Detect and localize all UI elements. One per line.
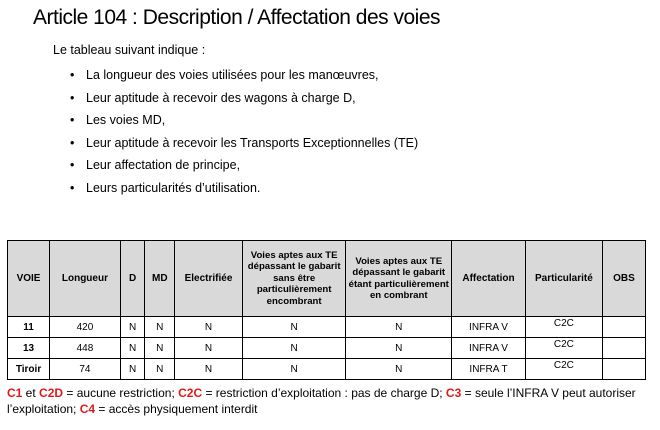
cell-electrifiee: N [175,359,243,380]
voies-table [7,240,646,380]
bullet-item [70,132,418,155]
code-c2c: C2C [178,386,203,400]
intro-text: Le tableau suivant indique : [53,43,206,57]
code-c3: C3 [445,386,462,400]
cell-md: N [145,338,175,359]
cell-affectation: INFRA V [452,317,526,338]
cell-affectation: INFRA V [452,338,526,359]
bullet-item [70,64,418,87]
cell-obs [602,359,645,380]
table-header-row [8,241,646,317]
cell-te-sans: N [242,338,346,359]
bullet-dot: • [70,180,75,195]
bullet-dot: • [70,158,75,173]
bullet-text: Leur aptitude à recevoir des wagons à charge D, [86,90,356,105]
cell-electrifiee: N [175,317,243,338]
cell-electrifiee: N [175,338,243,359]
cell-te-sans: N [242,359,346,380]
bullet-item [70,177,418,200]
cell-obs [602,317,645,338]
cell-affectation: INFRA T [452,359,526,380]
table-row [8,317,646,338]
header-obs: OBS [602,241,645,317]
cell-longueur: 74 [50,359,121,380]
bullet-dot: • [70,135,75,150]
legend-text: et [22,386,40,400]
cell-md: N [145,359,175,380]
header-te-encombrant: Voies aptes aux TE dépassant le gabarit étant particulièrement en combrant [346,241,452,317]
cell-obs [602,338,645,359]
cell-voie: Tiroir [8,359,50,380]
cell-particularite: C2C [525,317,602,338]
cell-voie: 11 [8,317,50,338]
cell-te-encombrant: N [346,338,452,359]
legend-text: = accès physiquement interdit [95,402,258,416]
cell-particularite: C2C [525,338,602,359]
header-particularite: Particularité [525,241,602,317]
cell-te-encombrant: N [346,359,452,380]
cell-longueur: 448 [50,338,121,359]
cell-d: N [120,359,145,380]
header-longueur: Longueur [50,241,121,317]
legend-text: = seule l’INFRA V peut autoriser l’exploitation; [7,386,636,416]
cell-te-sans: N [242,317,346,338]
bullet-item [70,87,418,110]
cell-te-encombrant: N [346,317,452,338]
code-c4: C4 [79,402,96,416]
bullet-text: Leurs particularités d’utilisation. [86,180,261,195]
bullet-item [70,154,418,177]
cell-voie: 13 [8,338,50,359]
bullet-dot: • [70,90,75,105]
bullet-dot: • [70,113,75,128]
bullet-text: Leur aptitude à recevoir les Transports Exceptionnelles (TE) [86,135,419,150]
header-voie: VOIE [8,241,50,317]
cell-d: N [120,317,145,338]
cell-longueur: 420 [50,317,121,338]
header-affectation: Affectation [452,241,526,317]
table-row [8,359,646,380]
cell-d: N [120,338,145,359]
legend-text: = restriction d’exploitation : pas de charge D; [202,386,446,400]
bullet-item [70,109,418,132]
bullet-dot: • [70,68,75,82]
header-md: MD [145,241,175,317]
header-te-sans-encombrant: Voies aptes aux TE dépassant le gabarit sans être particulièrement encombrant [242,241,346,317]
code-c2d: C2D [39,386,64,400]
cell-md: N [145,317,175,338]
bullet-list [70,64,418,200]
table-row [8,338,646,359]
legend-note [7,385,657,417]
header-d: D [120,241,145,317]
bullet-text: Leur affectation de principe, [86,158,241,173]
bullet-text: La longueur des voies utilisées pour les manœuvres, [86,68,379,82]
article-title: Article 104 : Description / Affectation des voies [33,6,441,29]
header-electrifiee: Electrifiée [175,241,243,317]
cell-particularite: C2C [525,359,602,380]
code-c1: C1 [7,386,23,400]
bullet-text: Les voies MD, [86,113,166,128]
legend-text: = aucune restriction; [63,386,179,400]
